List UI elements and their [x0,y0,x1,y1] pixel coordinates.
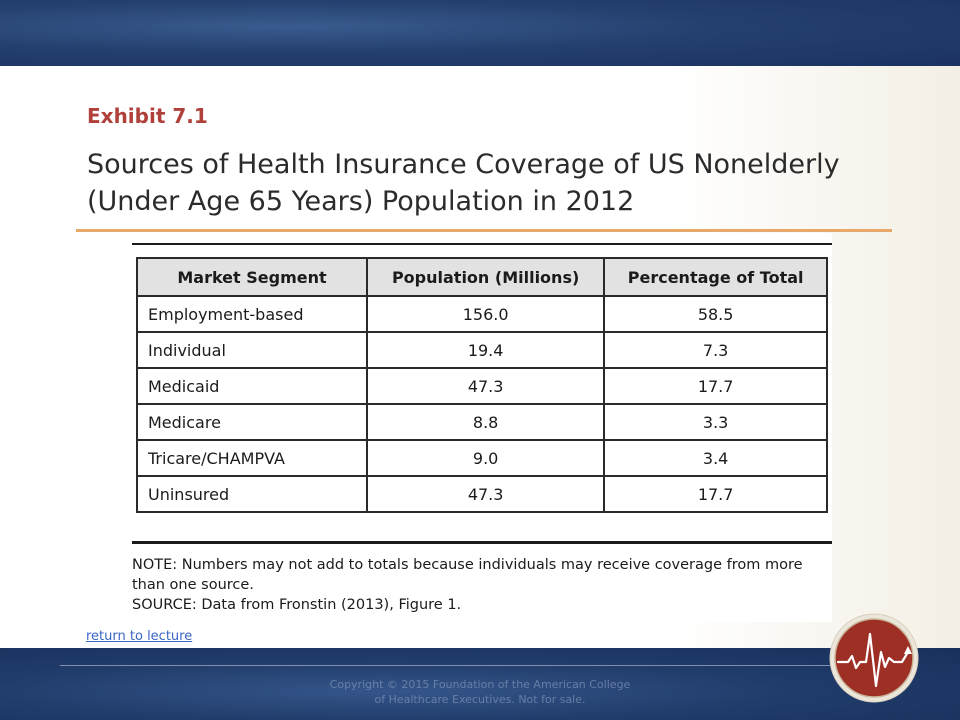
table-row [137,440,827,476]
table-row [137,476,827,512]
table-row [137,404,827,440]
table-header-row [137,258,827,296]
cell-segment: Uninsured [137,476,367,512]
exhibit-table-card [128,233,832,622]
exhibit-label: Exhibit 7.1 [87,104,208,128]
cell-population: 9.0 [367,440,604,476]
copyright-line-1: Copyright © 2015 Foundation of the American College [329,678,631,691]
cell-percentage: 17.7 [604,368,827,404]
header-percentage: Percentage of Total [604,258,827,296]
cell-segment: Medicare [137,404,367,440]
header-market-segment: Market Segment [137,258,367,296]
cell-population: 156.0 [367,296,604,332]
cell-segment: Medicaid [137,368,367,404]
copyright-line-2: of Healthcare Executives. Not for sale. [374,693,586,706]
table-row [137,368,827,404]
note-line-2: than one source. [132,577,254,593]
header-band [0,0,960,66]
table-row [137,332,827,368]
cell-population: 47.3 [367,368,604,404]
cell-segment: Individual [137,332,367,368]
table-top-rule [132,243,832,245]
cell-percentage: 58.5 [604,296,827,332]
slide-title: Sources of Health Insurance Coverage of US Nonelderly (Under Age 65 Years) Population in 2012 [87,149,840,217]
header-population: Population (Millions) [367,258,604,296]
title-underline [76,229,892,232]
table-note [132,555,822,615]
cell-percentage: 3.3 [604,404,827,440]
cell-percentage: 3.4 [604,440,827,476]
cell-percentage: 17.7 [604,476,827,512]
footer-divider [60,665,830,666]
cell-population: 19.4 [367,332,604,368]
source-line: SOURCE: Data from Fronstin (2013), Figure 1. [132,597,462,613]
coverage-table [136,257,828,513]
table-bottom-rule [132,541,832,544]
cell-segment: Tricare/CHAMPVA [137,440,367,476]
cell-population: 47.3 [367,476,604,512]
heartbeat-logo-icon [828,612,920,704]
cell-segment: Employment-based [137,296,367,332]
copyright-text [290,677,670,707]
cell-population: 8.8 [367,404,604,440]
return-to-lecture-link[interactable]: return to lecture [86,629,193,644]
note-line-1: NOTE: Numbers may not add to totals because individuals may receive coverage from more [132,557,803,573]
table-row [137,296,827,332]
cell-percentage: 7.3 [604,332,827,368]
